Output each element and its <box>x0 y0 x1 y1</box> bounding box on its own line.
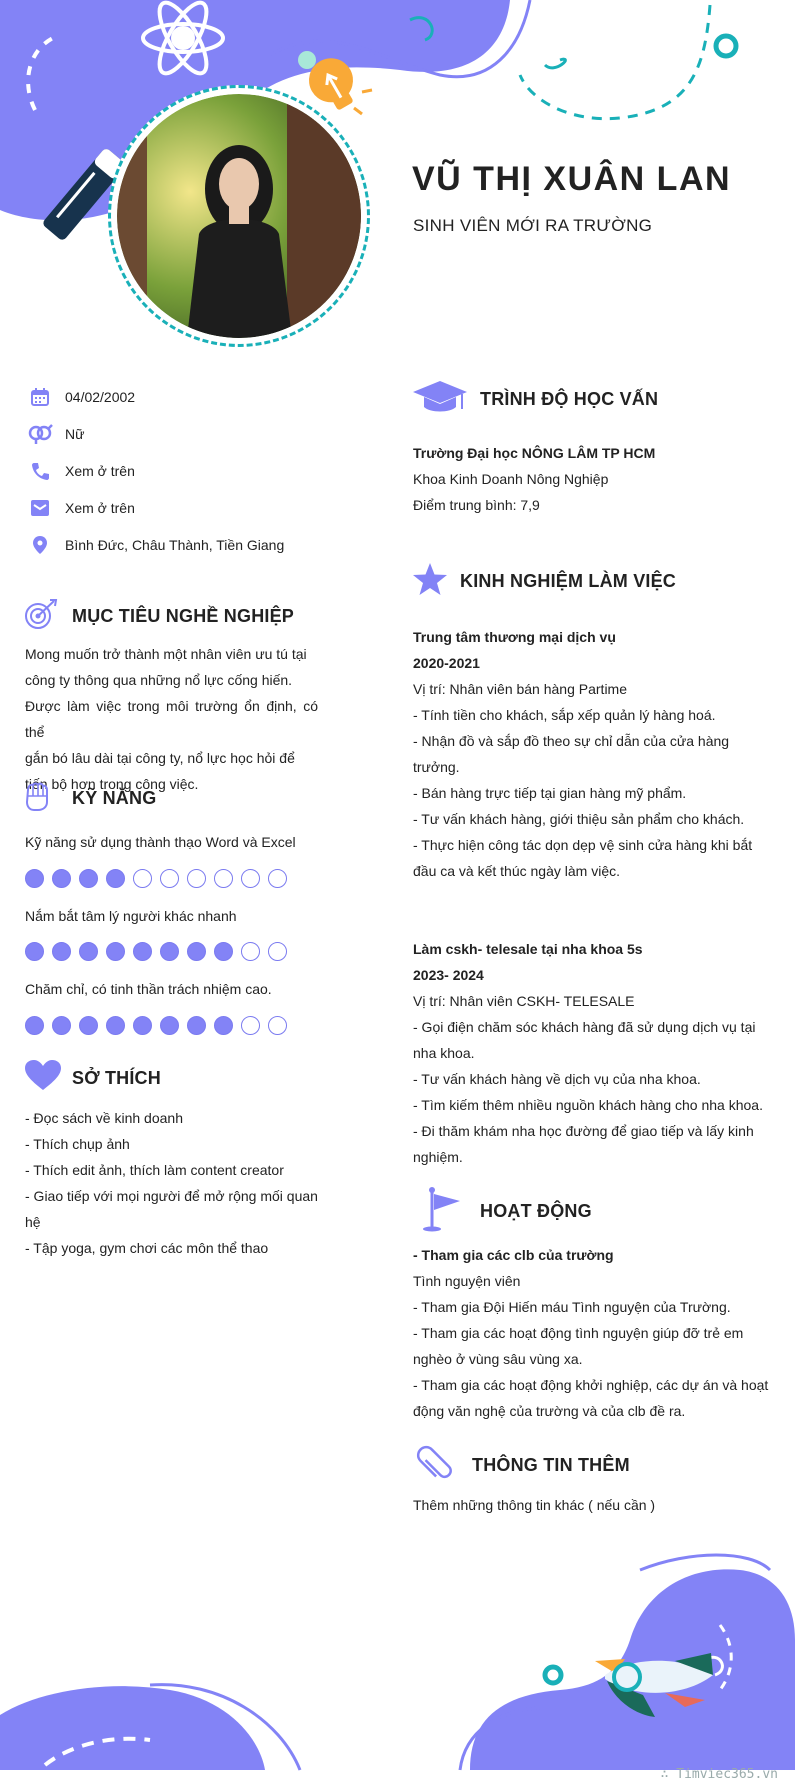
job-position: Vị trí: Nhân viên bán hàng Partime <box>413 681 628 697</box>
rating-dot-filled <box>133 1016 152 1035</box>
activities-title: HOẠT ĐỘNG <box>480 1201 592 1221</box>
rating-dot-empty <box>241 1016 260 1035</box>
fist-icon <box>24 780 72 817</box>
hobby-item: - Giao tiếp với mọi người để mở rộng mối quan <box>25 1188 318 1204</box>
rating-dot-filled <box>79 942 98 961</box>
job-period: 2020-2021 <box>413 655 480 671</box>
rating-dot-empty <box>214 869 233 888</box>
rating-dot-filled <box>79 869 98 888</box>
rating-dot-empty <box>268 869 287 888</box>
rating-dot-empty <box>268 1016 287 1035</box>
target-icon <box>24 598 72 635</box>
job-line: - Tư vấn khách hàng, giới thiệu sản phẩm cho khách. <box>413 811 745 827</box>
gender-value: Nữ <box>65 426 85 442</box>
hobbies-heading <box>24 1060 161 1097</box>
job-position: Vị trí: Nhân viên CSKH- TELESALE <box>413 993 635 1009</box>
rating-dot-filled <box>106 869 125 888</box>
hobby-item: - Thích chụp ảnh <box>25 1136 130 1152</box>
experience-job <box>413 936 770 1170</box>
skill-name: Kỹ năng sử dụng thành thạo Word và Excel <box>25 834 296 850</box>
skill-rating <box>25 869 287 888</box>
calendar-icon <box>25 385 55 409</box>
gpa-text: Điểm trung bình: 7,9 <box>413 497 540 513</box>
objective-line: công ty thông qua những nổ lực cống hiến. <box>25 672 293 688</box>
rating-dot-empty <box>133 869 152 888</box>
activity-line: nghèo ở vùng sâu vùng xa. <box>413 1351 583 1367</box>
rating-dot-filled <box>187 942 206 961</box>
job-line: - Bán hàng trực tiếp tại gian hàng mỹ phẩm. <box>413 785 687 801</box>
rating-dot-empty <box>160 869 179 888</box>
graduation-cap-icon <box>412 379 480 420</box>
contact-email-row <box>25 495 135 521</box>
phone-icon <box>25 459 55 483</box>
paperclip-icon <box>412 1442 472 1489</box>
heart-icon <box>24 1060 72 1097</box>
job-line: đầu ca và kết thúc ngày làm việc. <box>413 863 620 879</box>
watermark: ∴ Timviec365.vn <box>660 1767 778 1782</box>
gender-icon <box>25 422 55 446</box>
atom-icon <box>138 0 228 80</box>
skill-rating <box>25 1016 287 1035</box>
rating-dot-filled <box>52 942 71 961</box>
job-line: - Nhận đồ và sắp đồ theo sự chỉ dẫn của cửa hàng <box>413 733 730 749</box>
phone-value: Xem ở trên <box>65 463 135 479</box>
hobbies-title: SỞ THÍCH <box>72 1068 161 1088</box>
activities-heading <box>412 1186 592 1237</box>
address-value: Bình Đức, Châu Thành, Tiền Giang <box>65 537 285 553</box>
job-line: trưởng. <box>413 759 460 775</box>
job-line: nha khoa. <box>413 1045 475 1061</box>
email-value: Xem ở trên <box>65 500 135 516</box>
rating-dot-empty <box>241 869 260 888</box>
hobby-item: hệ <box>25 1214 41 1230</box>
rating-dot-filled <box>160 1016 179 1035</box>
objective-line: Mong muốn trở thành một nhân viên ưu tú tại <box>25 646 307 662</box>
rating-dot-empty <box>268 942 287 961</box>
rating-dot-empty <box>187 869 206 888</box>
location-icon <box>25 533 55 557</box>
job-line: - Tìm kiếm thêm nhiều nguồn khách hàng cho nha khoa. <box>413 1097 763 1113</box>
activity-line: - Tham gia các hoạt động khởi nghiệp, các dự án và hoạt <box>413 1377 769 1393</box>
activity-line: - Tham gia các hoạt động tình nguyện giúp đỡ trẻ em <box>413 1325 744 1341</box>
hobby-item: - Đọc sách về kinh doanh <box>25 1110 183 1126</box>
hobbies-list <box>25 1105 325 1261</box>
experience-heading <box>412 562 676 601</box>
activities-details <box>413 1242 770 1424</box>
hobby-item: - Tập yoga, gym chơi các môn thể thao <box>25 1240 269 1256</box>
mail-icon <box>25 496 55 520</box>
activity-line: - Tham gia Đội Hiến máu Tình nguyện của Trường. <box>413 1299 731 1315</box>
avatar <box>108 85 370 347</box>
skill-rating <box>25 942 287 961</box>
objective-line: Được làm việc trong môi trường ổn định, có thể <box>25 698 318 740</box>
rating-dot-filled <box>52 869 71 888</box>
school-name: Trường Đại học NÔNG LÂM TP HCM <box>413 445 656 461</box>
objective-heading <box>24 598 294 635</box>
job-line: - Tư vấn khách hàng về dịch vụ của nha khoa. <box>413 1071 701 1087</box>
additional-title: THÔNG TIN THÊM <box>472 1455 630 1475</box>
contact-gender-row <box>25 421 84 447</box>
faculty-name: Khoa Kinh Doanh Nông Nghiệp <box>413 471 609 487</box>
objective-title: MỤC TIÊU NGHỀ NGHIỆP <box>72 606 295 626</box>
candidate-name: VŨ THỊ XUÂN LAN <box>412 160 732 198</box>
skill-name: Chăm chỉ, có tinh thần trách nhiệm cao. <box>25 981 272 997</box>
skill-name: Nắm bắt tâm lý người khác nhanh <box>25 908 237 924</box>
job-line: - Thực hiện công tác dọn dẹp vệ sinh cửa hàng khi bắt <box>413 837 753 853</box>
contact-address-row <box>25 532 284 558</box>
job-company: Làm cskh- telesale tại nha khoa 5s <box>413 941 643 957</box>
skills-title: KỸ NĂNG <box>72 788 157 808</box>
activity-line: động văn nghệ của trường và của clb đề ra. <box>413 1403 686 1419</box>
activities-heading-line: - Tham gia các clb của trường <box>413 1247 614 1263</box>
job-line: nghiệm. <box>413 1149 463 1165</box>
objective-line: tiến bộ hơn trong công việc. <box>25 776 199 792</box>
skills-heading <box>24 780 156 817</box>
rating-dot-filled <box>160 942 179 961</box>
rating-dot-filled <box>214 1016 233 1035</box>
job-company: Trung tâm thương mại dịch vụ <box>413 629 616 645</box>
rating-dot-filled <box>106 1016 125 1035</box>
contact-phone-row <box>25 458 135 484</box>
rating-dot-filled <box>79 1016 98 1035</box>
education-heading <box>412 379 658 420</box>
job-period: 2023- 2024 <box>413 967 484 983</box>
job-line: - Đi thăm khám nha học đường để giao tiếp và lấy kinh <box>413 1123 754 1139</box>
additional-text: Thêm những thông tin khác ( nếu cần ) <box>413 1497 656 1513</box>
objective-line: gắn bó lâu dài tại công ty, nổ lực học hỏi để <box>25 750 295 766</box>
education-title: TRÌNH ĐỘ HỌC VẤN <box>480 389 659 409</box>
contact-dob-row <box>25 384 135 410</box>
flag-icon <box>412 1186 480 1237</box>
dob-value: 04/02/2002 <box>65 389 136 405</box>
candidate-role: SINH VIÊN MỚI RA TRƯỜNG <box>413 216 653 235</box>
avatar-photo <box>117 94 361 338</box>
rocket-icon <box>535 1645 735 1765</box>
rating-dot-filled <box>187 1016 206 1035</box>
job-line: - Tính tiền cho khách, sắp xếp quản lý hàng hoá. <box>413 707 716 723</box>
rating-dot-empty <box>241 942 260 961</box>
rating-dot-filled <box>25 869 44 888</box>
rating-dot-filled <box>25 1016 44 1035</box>
objective-text <box>25 641 318 797</box>
education-details <box>413 440 768 518</box>
star-icon <box>412 562 460 601</box>
experience-job <box>413 624 770 884</box>
experience-title: KINH NGHIỆM LÀM VIỆC <box>460 571 677 591</box>
additional-heading <box>412 1442 630 1489</box>
hobby-item: - Thích edit ảnh, thích làm content creator <box>25 1162 284 1178</box>
rating-dot-filled <box>52 1016 71 1035</box>
rating-dot-filled <box>214 942 233 961</box>
activity-line: Tình nguyện viên <box>413 1273 521 1289</box>
rating-dot-filled <box>133 942 152 961</box>
rating-dot-filled <box>25 942 44 961</box>
rating-dot-filled <box>106 942 125 961</box>
job-line: - Gọi điện chăm sóc khách hàng đã sử dụng dịch vụ tại <box>413 1019 756 1035</box>
